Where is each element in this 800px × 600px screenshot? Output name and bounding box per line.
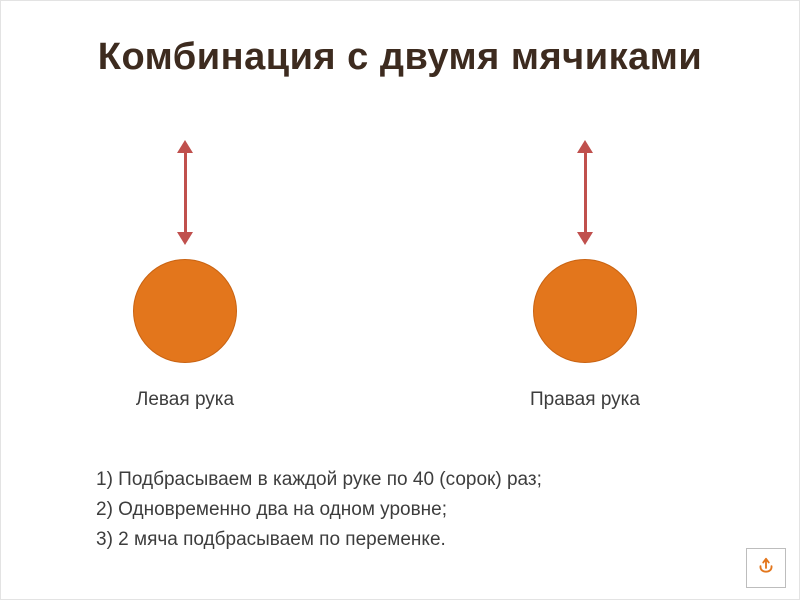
hand-label-right: Правая рука bbox=[530, 389, 640, 410]
hand-label-left: Левая рука bbox=[135, 389, 235, 410]
up-down-arrow-icon bbox=[570, 140, 600, 245]
list-item: 1) Подбрасываем в каждой руке по 40 (сорок) раз; bbox=[96, 469, 542, 490]
ball-right bbox=[533, 259, 637, 363]
logo-badge bbox=[746, 548, 786, 588]
ball-left bbox=[133, 259, 237, 363]
arrow-shaft bbox=[184, 148, 187, 238]
instruction-list bbox=[96, 465, 736, 555]
up-down-arrow-icon bbox=[170, 140, 200, 245]
arrow-head-down-icon bbox=[177, 232, 193, 245]
list-item: 2) Одновременно два на одном уровне; bbox=[96, 499, 448, 520]
arrow-shaft bbox=[584, 148, 587, 238]
list-item: 3) 2 мяча подбрасываем по переменке. bbox=[96, 529, 446, 550]
hand-group-left bbox=[55, 140, 315, 411]
page-title: Комбинация с двумя мячиками bbox=[97, 36, 703, 78]
arrow-head-down-icon bbox=[577, 232, 593, 245]
arrow-loop-icon bbox=[755, 557, 777, 579]
hand-group-right bbox=[455, 140, 715, 411]
